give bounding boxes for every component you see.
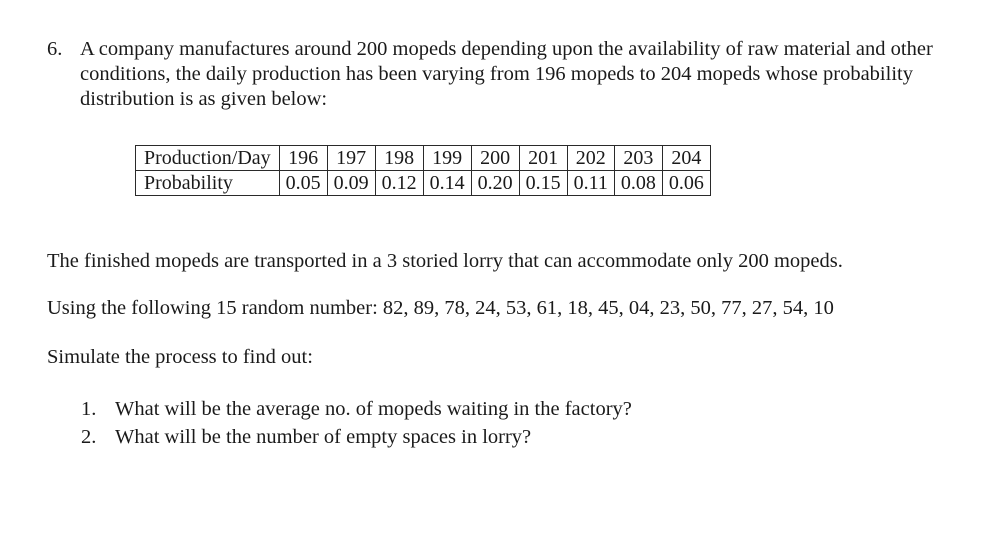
table-cell: 0.06 [662,171,710,196]
table-cell: 0.15 [519,171,567,196]
table-cell: 0.08 [614,171,662,196]
list-item [81,396,632,424]
lorry-statement: The finished mopeds are transported in a 3 storied lorry that can accommodate only 200 mopeds. [47,250,843,272]
subquestion-number: 1. [81,398,97,420]
probability-distribution-table [135,145,711,196]
table-cell: 0.09 [327,171,375,196]
subquestion-text: What will be the average no. of mopeds waiting in the factory? [115,398,632,420]
table-cell: 200 [471,146,519,171]
subquestion-number: 2. [81,425,97,448]
question-block [47,37,947,112]
simulate-statement: Simulate the process to find out: [47,346,313,368]
table-cell: 0.11 [567,171,614,196]
table-cell: 0.12 [375,171,423,196]
question-number: 6. [47,38,63,60]
table-cell: 204 [662,146,710,171]
table-cell: 0.05 [279,171,327,196]
question-paragraph [47,37,947,112]
table-cell: 0.14 [423,171,471,196]
table-cell: 198 [375,146,423,171]
table-cell: 201 [519,146,567,171]
table-cell: 197 [327,146,375,171]
table-row-production [136,146,711,171]
row-header-probability: Probability [136,171,280,196]
row-header-production: Production/Day [136,146,280,171]
random-numbers-statement: Using the following 15 random number: 82, 89, 78, 24, 53, 61, 18, 45, 04, 23, 50, 77, 27, 54, 10 [47,297,834,319]
table-cell: 203 [614,146,662,171]
table-cell: 0.20 [471,171,519,196]
table-row-probability [136,171,711,196]
list-item [81,424,632,452]
subquestion-text: What will be the number of empty spaces in lorry? [115,425,532,448]
table-cell: 196 [279,146,327,171]
subquestion-list [81,396,632,451]
table-cell: 199 [423,146,471,171]
question-intro: A company manufactures around 200 mopeds depending upon the availability of raw material and other conditions, the daily production has been varying from 196 mopeds to 204 mopeds whose probability distribution is as given below: [80,38,933,110]
table-cell: 202 [567,146,614,171]
